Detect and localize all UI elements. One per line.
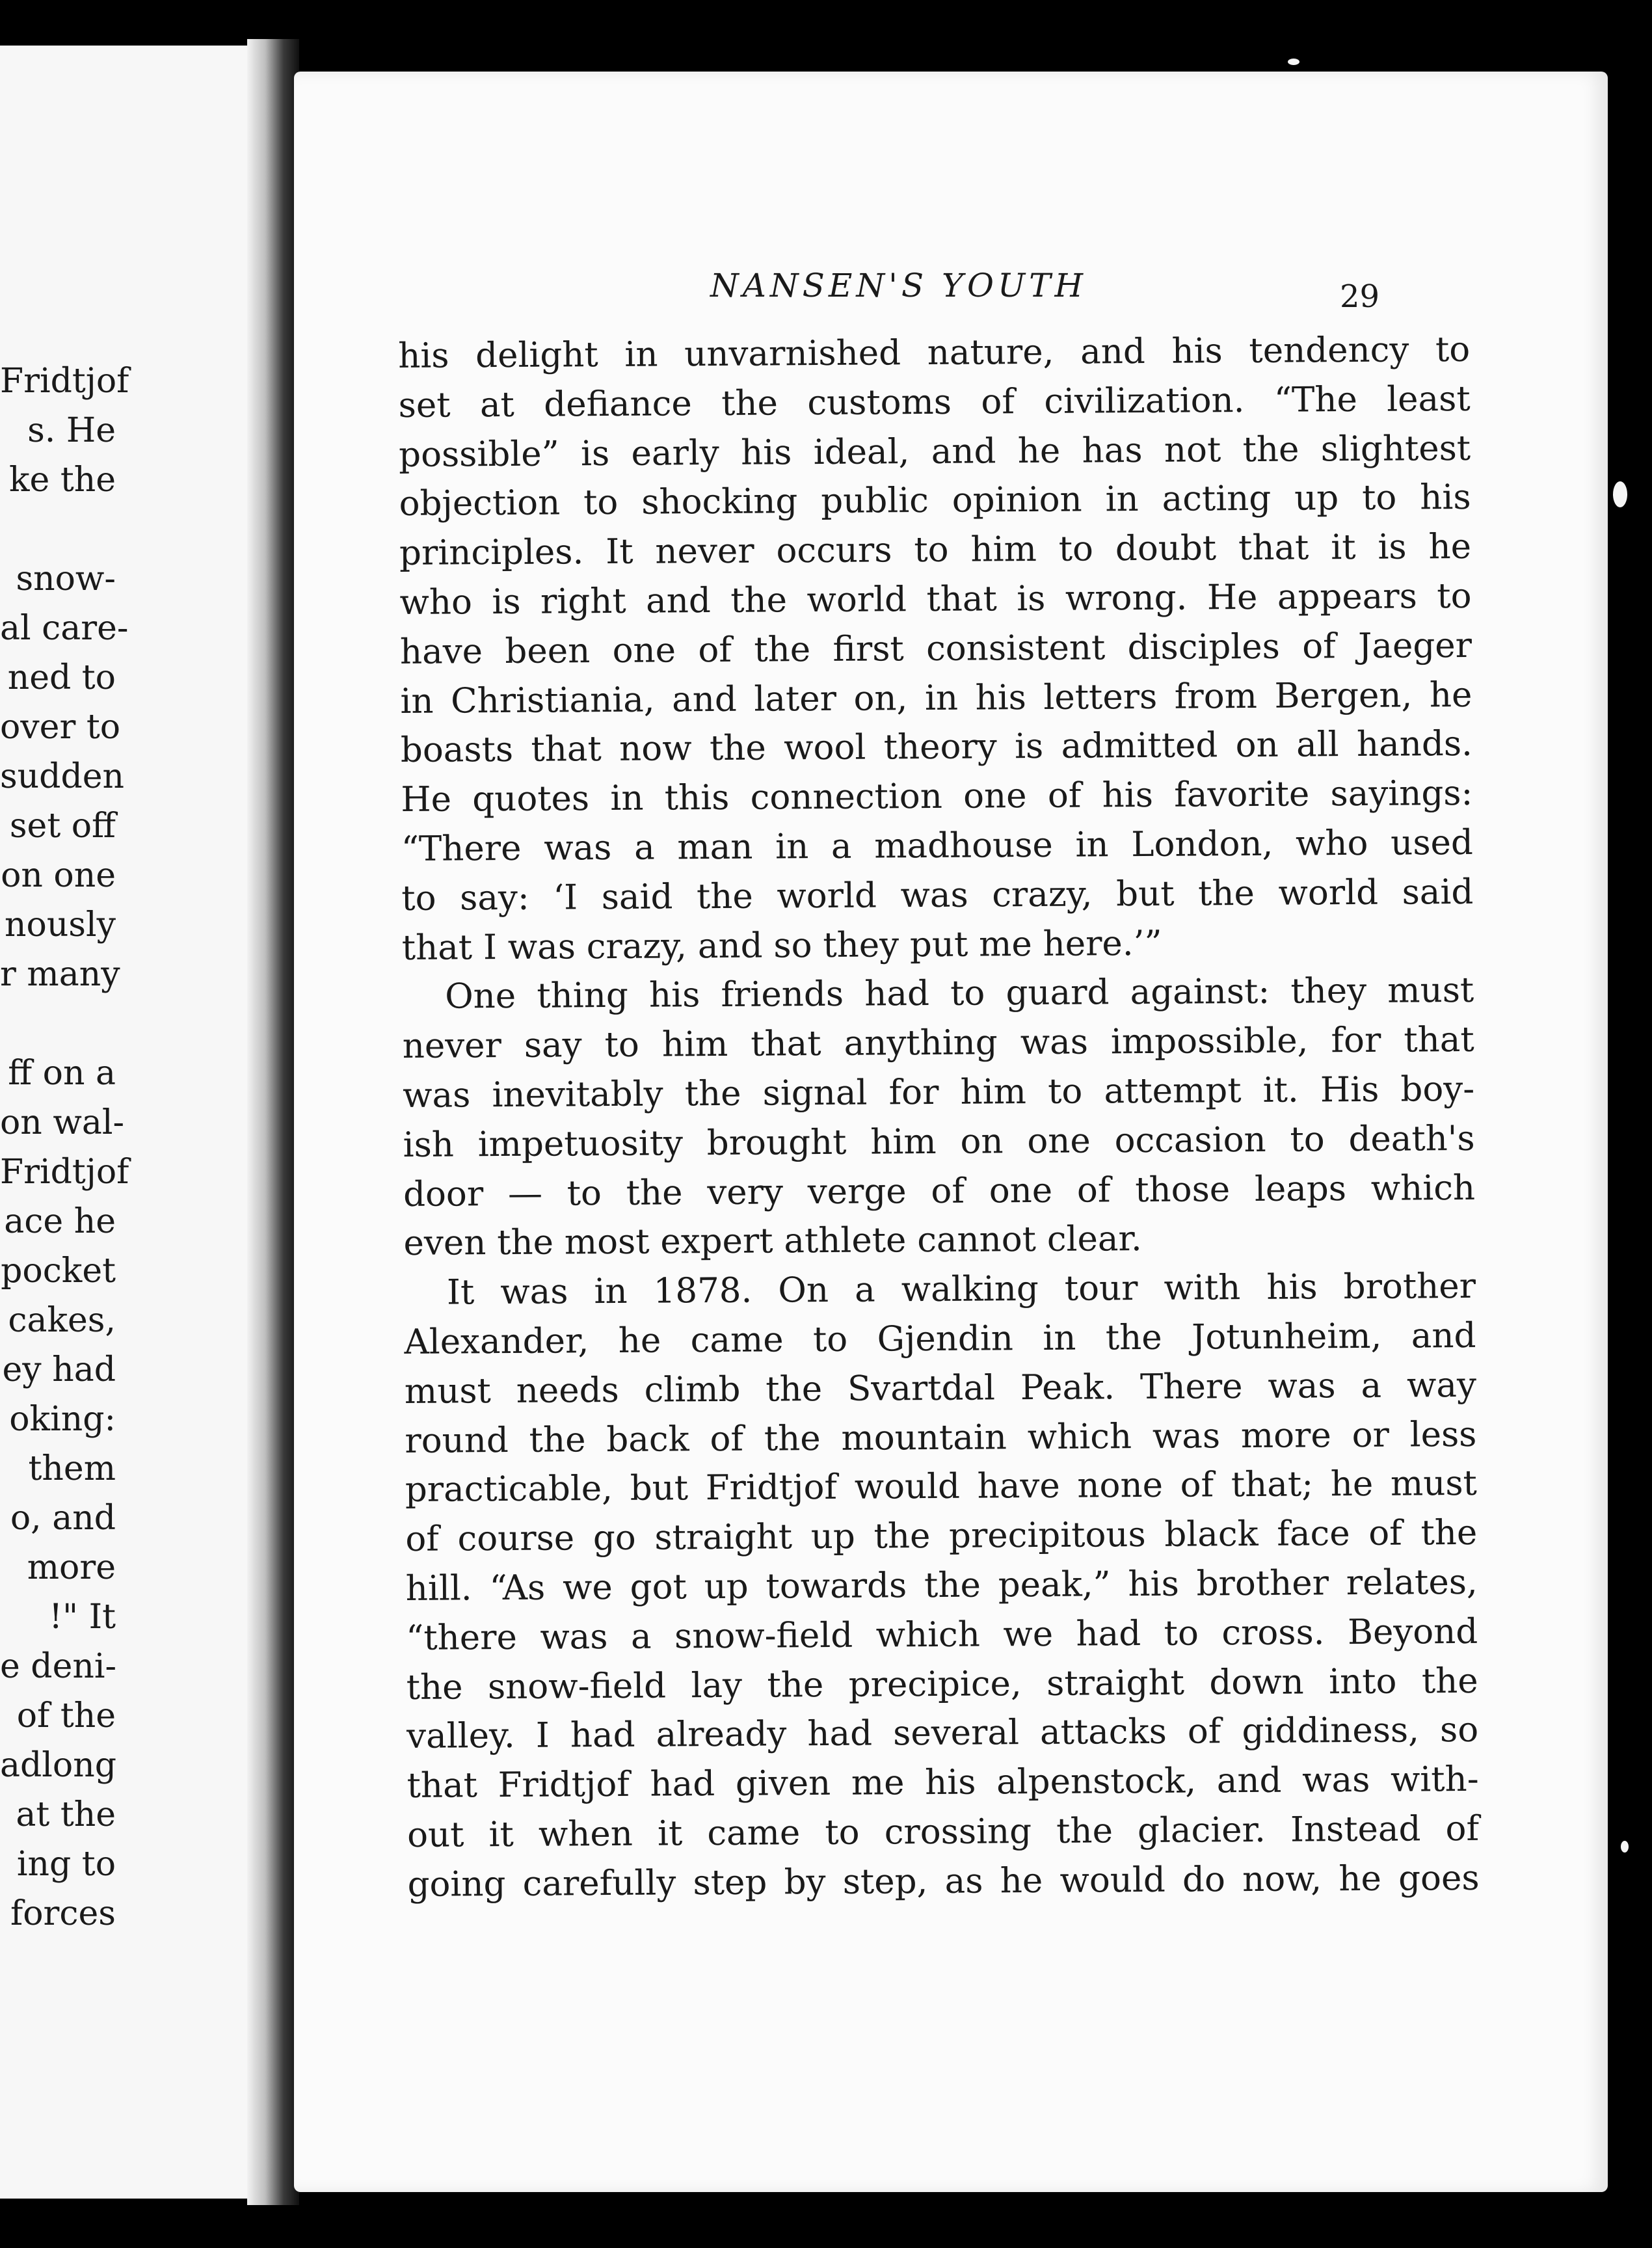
left-line: forces [10, 1894, 116, 1933]
left-line: them [28, 1449, 116, 1488]
text-line: round the back of the mountain which was more or less [405, 1414, 1477, 1461]
text-line: the snow-field lay the precipice, straight down into the [406, 1661, 1478, 1707]
text-line: boasts that now the wool theory is admitted on all hands. [400, 724, 1473, 771]
left-line: r many [0, 955, 120, 994]
text-line: out it when it came to crossing the glacier. Instead of [406, 1808, 1480, 1855]
left-line: ke the [9, 461, 116, 500]
left-line [0, 999, 116, 1049]
text-line: principles. It never occurs to him to doubt that it is he [399, 527, 1472, 574]
text-line: door — to the very verge of one of those leaps which [403, 1168, 1476, 1214]
scan-speck [1621, 1841, 1629, 1853]
left-line: o, and [10, 1499, 116, 1538]
text-line: must needs climb the Svartdal Peak. There was a way [404, 1365, 1477, 1412]
left-line: ff on a [8, 1054, 116, 1093]
left-line: ace he [4, 1202, 116, 1241]
left-line: over to [0, 708, 121, 747]
left-line: pocket [1, 1251, 116, 1291]
text-line: Alexander, he came to Gjendin in the Jotunheim, and [404, 1315, 1476, 1362]
left-line: more [27, 1548, 116, 1587]
text-line: that Fridtjof had given me his alpenstock, and was with- [406, 1760, 1479, 1806]
left-line: nously [5, 905, 116, 944]
scan-speck [1288, 59, 1299, 65]
left-line: !" It [49, 1598, 116, 1637]
text-line: “there was a snow-field which we had to cross. Beyond [406, 1611, 1478, 1658]
text-line: in Christiania, and later on, in his letters from Bergen, he [400, 675, 1472, 721]
left-line: on wal- [0, 1103, 125, 1142]
running-head: NANSEN'S YOUTH [710, 267, 1087, 304]
left-line: set off [9, 807, 116, 846]
text-line: ish impetuosity brought him on one occasion to death's [403, 1118, 1475, 1165]
left-line: ned to [7, 658, 116, 697]
text-line: was inevitably the signal for him to attempt it. His boy- [402, 1069, 1475, 1116]
text-line: have been one of the first consistent disciples of Jaeger [399, 625, 1472, 672]
text-line: objection to shocking public opinion in acting up to his [399, 477, 1471, 524]
text-line: of course go straight up the precipitous black face of the [405, 1513, 1478, 1560]
text-line: valley. I had already had several attacks of giddiness, so [406, 1710, 1479, 1757]
left-line: ey had [2, 1350, 116, 1389]
text-line: hill. “As we got up towards the peak,” his brother relates, [405, 1562, 1478, 1609]
left-page [0, 46, 260, 2199]
left-line: adlong [0, 1746, 117, 1785]
text-line: “There was a man in a madhouse in London, who used [401, 822, 1474, 869]
left-line: e deni- [0, 1647, 117, 1686]
text-line: set at defiance the customs of civilization. “The least [398, 379, 1471, 425]
book-gutter [247, 39, 299, 2205]
left-line [0, 505, 116, 554]
left-line: al care- [0, 609, 129, 648]
left-line: snow- [16, 559, 116, 598]
left-line: on one [1, 856, 116, 895]
left-page-text [0, 356, 129, 1938]
text-line: He quotes in this connection one of his favorite sayings: [401, 773, 1473, 820]
scan-speck [1613, 481, 1627, 507]
left-line: of the [16, 1696, 116, 1735]
left-line: cakes, [8, 1301, 116, 1340]
text-line: It was in 1878. On a walking tour with his brother [446, 1266, 1476, 1313]
left-line: sudden [0, 757, 125, 796]
left-line: oking: [9, 1400, 116, 1439]
text-line: practicable, but Fridtjof would have none of that; he must [405, 1464, 1478, 1510]
left-line: s. He [27, 411, 116, 450]
page-number: 29 [1340, 278, 1380, 315]
text-line: going carefully step by step, as he would do now, he goes [407, 1858, 1480, 1905]
text-line: One thing his friends had to guard against: they must [445, 970, 1474, 1017]
text-line: to say: ‘I said the world was crazy, but the world said [401, 872, 1474, 918]
text-line: that I was crazy, and so they put me here.’” [401, 923, 1162, 968]
text-line: even the most expert athlete cannot clear. [403, 1219, 1142, 1264]
text-line: his delight in unvarnished nature, and his tendency to [398, 329, 1471, 376]
left-line: Fridtjof [0, 362, 129, 401]
body-text [398, 325, 1480, 1910]
right-page [294, 72, 1608, 2192]
text-line: possible” is early his ideal, and he has not the slightest [398, 428, 1471, 475]
left-line: Fridtjof [0, 1153, 129, 1192]
left-line: ing to [16, 1845, 116, 1884]
text-line: who is right and the world that is wrong. He appears to [399, 576, 1472, 622]
left-line: at the [16, 1795, 116, 1834]
text-line: never say to him that anything was impossible, for that [402, 1020, 1474, 1067]
